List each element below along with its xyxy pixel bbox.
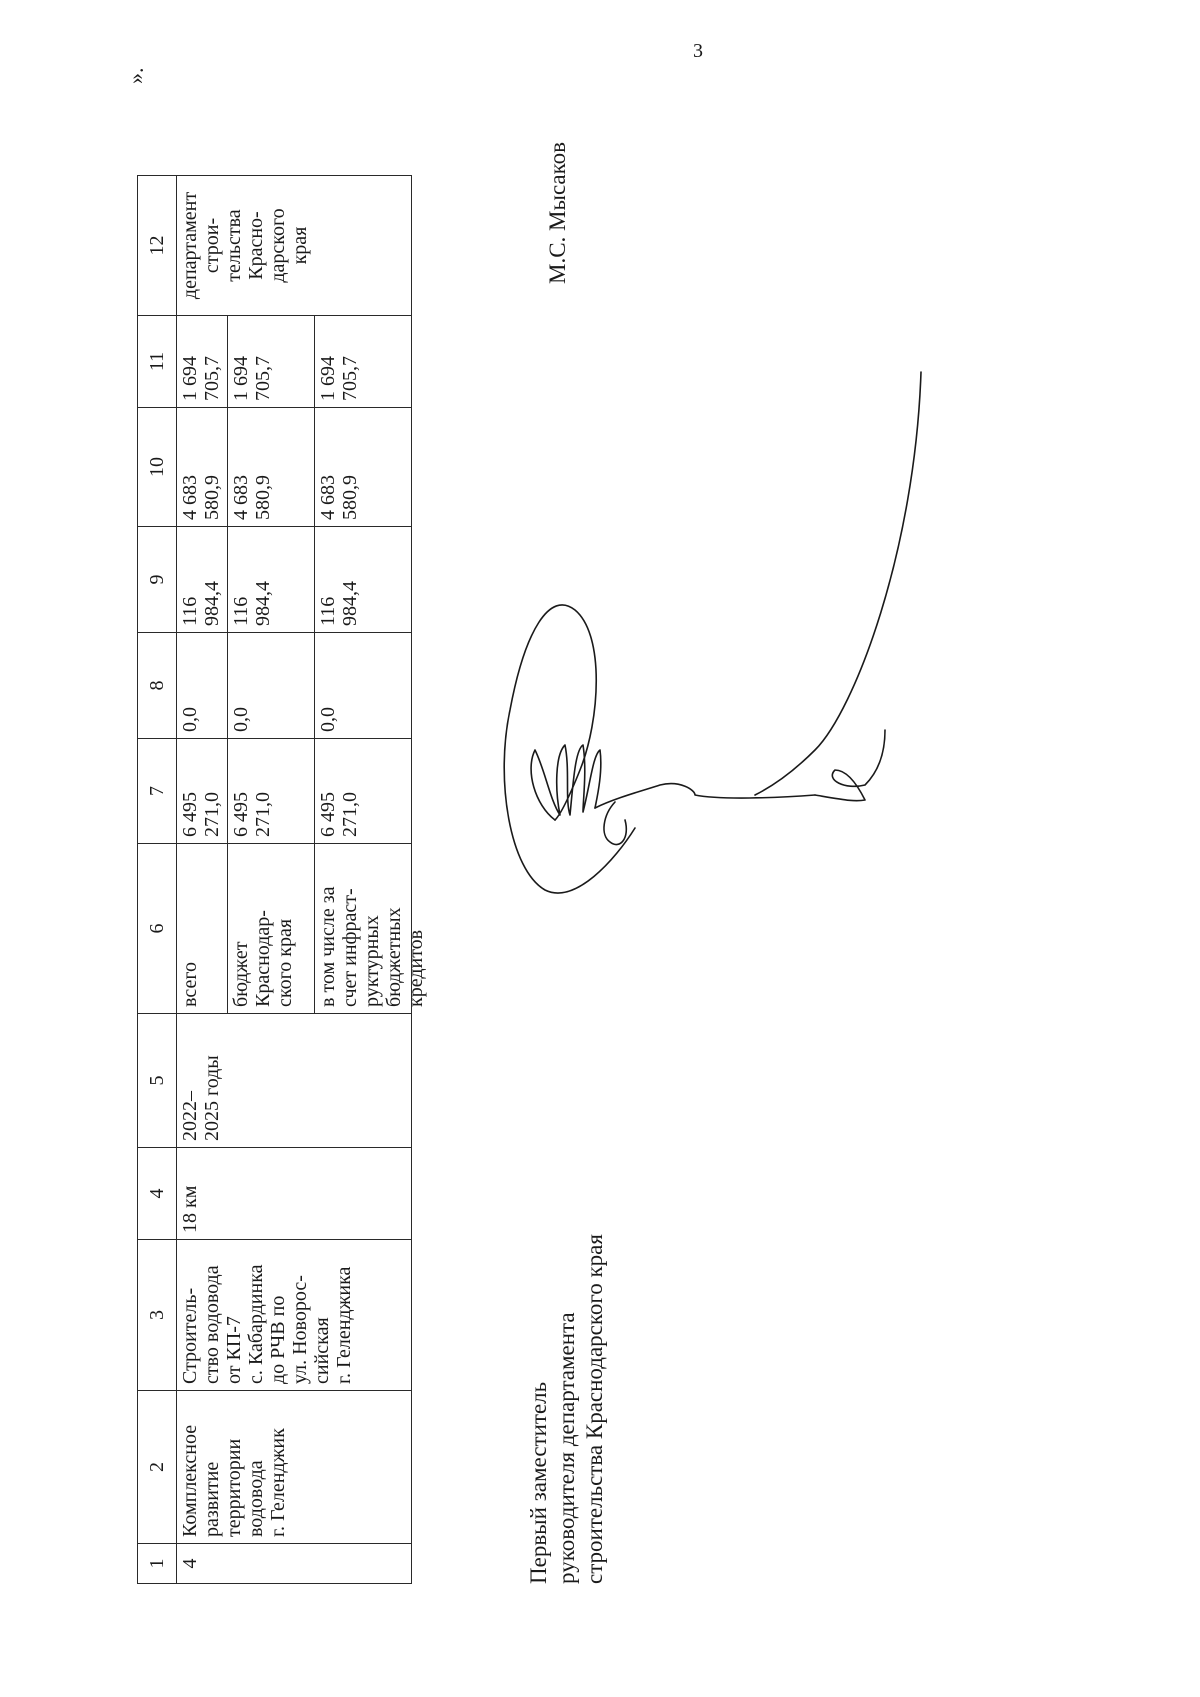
text-line: 1 694 <box>179 356 201 401</box>
text-line: водовода <box>245 1460 267 1537</box>
text-line: Красно- <box>245 211 267 280</box>
header-cell: 1 <box>138 1544 177 1584</box>
text-line: 984,4 <box>201 581 223 626</box>
text-line: департамент <box>179 191 201 300</box>
text-line: 4 683 <box>317 475 339 520</box>
text-line: 271,0 <box>339 792 361 837</box>
header-cell: 12 <box>138 176 177 316</box>
page-number: 3 <box>693 40 703 62</box>
text-line: 984,4 <box>339 581 361 626</box>
text-line: 580,9 <box>339 475 361 520</box>
text-line: территории <box>223 1438 245 1537</box>
text-line: Краснодар- <box>252 910 274 1007</box>
text-line: 1 694 <box>317 356 339 401</box>
text-line: 705,7 <box>339 356 361 401</box>
text-line: Комплексное <box>179 1424 201 1537</box>
header-cell: 8 <box>138 633 177 739</box>
capacity-cell: 18 км <box>177 1148 412 1240</box>
text-line: 2025 годы <box>201 1055 223 1141</box>
text-line: развитие <box>201 1461 223 1537</box>
row-number: 4 <box>177 1544 412 1584</box>
closing-quote: ». <box>123 67 148 84</box>
text-line: 1 694 <box>230 356 252 401</box>
header-cell: 10 <box>138 408 177 527</box>
text-line: счет инфраст- <box>339 888 361 1007</box>
text-line: ского края <box>274 918 296 1007</box>
header-cell: 7 <box>138 739 177 844</box>
text-line: 116 <box>179 596 201 626</box>
text-line: до РЧВ по <box>267 1295 289 1384</box>
text-line: 116 <box>317 596 339 626</box>
text-line: строи- <box>201 217 223 274</box>
text-line: 984,4 <box>252 581 274 626</box>
text-line: 0,0 <box>317 707 339 732</box>
header-cell: 6 <box>138 844 177 1014</box>
text-line: г. Геленджик <box>267 1428 289 1537</box>
header-cell: 3 <box>138 1240 177 1391</box>
text-line: 271,0 <box>201 792 223 837</box>
text-line: г. Геленджика <box>333 1266 355 1384</box>
text-line: в том числе за <box>317 886 339 1007</box>
text-line: края <box>289 226 311 265</box>
text-line: 4 683 <box>179 475 201 520</box>
text-line: ство водовода <box>201 1265 223 1384</box>
text-line: кредитов <box>405 929 427 1007</box>
header-cell: 2 <box>138 1391 177 1544</box>
text-line: с. Кабардинка <box>245 1264 267 1384</box>
text-line: 271,0 <box>252 792 274 837</box>
handwritten-signature <box>55 50 1155 1650</box>
text-line: ул. Новорос- <box>289 1275 311 1384</box>
text-line: бюджетных <box>383 907 405 1007</box>
text-line: 0,0 <box>230 707 252 732</box>
text-line: руктурных <box>361 915 383 1007</box>
text-line: дарского <box>267 208 289 283</box>
text-line: 6 495 <box>179 792 201 837</box>
text-line: строительства Краснодарского края <box>582 1234 607 1584</box>
header-cell: 11 <box>138 316 177 408</box>
document-sheet <box>55 50 1155 1650</box>
text-line: от КП-7 <box>223 1316 245 1384</box>
text-line: 6 495 <box>317 792 339 837</box>
header-cell: 4 <box>138 1148 177 1240</box>
text-line: 6 495 <box>230 792 252 837</box>
text-line: тельства <box>223 209 245 282</box>
text-line: бюджет <box>230 941 252 1007</box>
text-line: руководителя департамента <box>554 1312 579 1584</box>
text-line: 705,7 <box>252 356 274 401</box>
text-line: всего <box>179 961 201 1007</box>
signer-name: М.С. Мысаков <box>545 141 570 284</box>
text-line: 116 <box>230 596 252 626</box>
header-cell: 5 <box>138 1014 177 1148</box>
text-line: 2022– <box>179 1091 201 1141</box>
text-line: 580,9 <box>252 475 274 520</box>
header-cell: 9 <box>138 527 177 633</box>
text-line: 4 683 <box>230 475 252 520</box>
text-line: 580,9 <box>201 475 223 520</box>
text-line: Строитель- <box>179 1287 201 1384</box>
text-line: 0,0 <box>179 707 201 732</box>
text-line: сийская <box>311 1317 333 1384</box>
text-line: 705,7 <box>201 356 223 401</box>
text-line: Первый заместитель <box>526 1381 551 1584</box>
